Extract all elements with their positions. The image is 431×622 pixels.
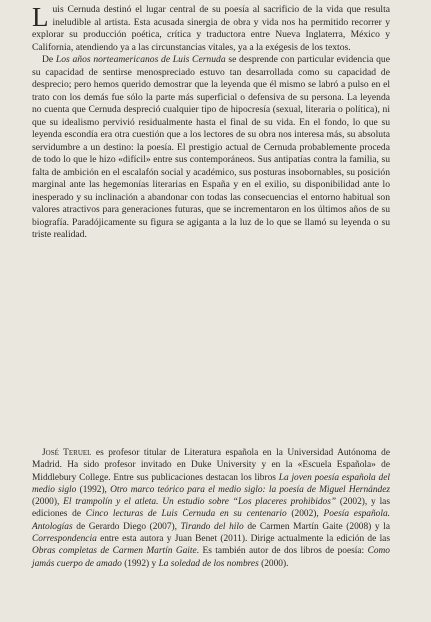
bio-text: de Carmen Martín Gaite (2008) y la xyxy=(243,521,390,532)
bio-title: Poesía española. Antologías xyxy=(32,509,390,532)
bio-title: Tirando del hilo xyxy=(180,521,244,532)
bio-text: (1992), xyxy=(76,484,111,495)
bio-title: La joven poesía española del medio siglo xyxy=(32,472,390,495)
bio-text: . Es también autor de dos libros de poesía: xyxy=(196,546,368,557)
paragraph-legend xyxy=(32,54,390,242)
book-title: Los años norteamericanos de Luis Cernuda xyxy=(55,54,226,65)
paragraph-intro xyxy=(32,4,390,54)
drop-cap: L xyxy=(32,2,49,32)
bio-text: (2002), y las ediciones de xyxy=(32,497,390,520)
bio-text: (2002), xyxy=(286,509,324,520)
bio-text: es profesor titular de Literatura española en la Universidad Autónoma de Madrid. Ha sido profesor invitado en Duke University y en la «Escuela Española» de Middlebury College. Entre sus publicaciones destacan los libros xyxy=(32,448,390,483)
bio-title: Como jamás cuerpo de amado xyxy=(32,546,390,569)
intro-text: uis Cernuda destinó el lugar central de su poesía al sacrificio de la vida que resulta ineludible al artista. Esta acusada sinergia de obra y vida nos ha permitido recorrer y explorar su producción poética, crítica y traductora entre Nueva Inglaterra, México y California, atendiendo ya a las circunstancias vitales, ya a la exégesis de los textos. xyxy=(32,4,390,53)
author-name: José Teruel xyxy=(42,448,92,458)
bio-title: Otro marco teórico para el medio siglo: la poesía de Miguel Hernández xyxy=(110,484,390,495)
bio-text: (1992) y xyxy=(121,558,159,569)
bio-text: (2000). xyxy=(258,558,289,569)
legend-lead: De xyxy=(42,54,56,65)
bio-title: La soledad de los nombres xyxy=(158,558,259,569)
author-bio xyxy=(32,447,390,570)
bio-paragraph xyxy=(32,447,390,570)
bio-title: Correspondencia xyxy=(32,534,97,545)
bio-text: (2000), xyxy=(32,497,64,508)
legend-text: se desprende con particular evidencia que su capacidad de sentirse menospreciado estuvo tan desarrollada como su capacidad de desprecio; pero hemos querido demostrar que la leyenda que él mismo se labró a pulso en el trato con los demás fue sólo la parte más superficial o defensiva de su persona. La leyenda no cuenta que Cernuda despreció cualquier tipo de hipocresía (sexual, literaria o política), ni que su idealismo pervivió residualmente hasta el final de su vida. En el fondo, lo que su leyenda escondía era otra cuestión que a los lectores de su obra nos interesa más, su absoluta servidumbre a un destino: la poesía. El prestigio actual de Cernuda probablemente proceda de todo lo que le hizo «difícil» entre sus contemporáneos. Sus antipatías contra la familia, su falta de ambición en el escalafón social y académico, sus posturas insobornables, su posición marginal ante las hegemonías literarias en España y en el exilio, su disponibilidad ante lo inesperado y su inclinación a abandonar con todas las consecuencias el entorno habitual son valores atractivos para generaciones futuras, que se incrementaron en los últimos años de su biografía. Paradójicamente su figura se agiganta a la luz de lo que se llamó su leyenda o su triste realidad. xyxy=(32,54,390,240)
bio-title: El trampolín y el atleta. Un estudio sobre “Los placeres prohibidos” xyxy=(63,497,337,508)
bio-text: entre esta autora y Juan Benet (2011). Dirige actualmente la edición de las xyxy=(96,534,390,545)
summary-text xyxy=(32,4,390,242)
bio-text: de Gerardo Diego (2007), xyxy=(72,521,181,532)
bio-title: Cinco lecturas de Luis Cernuda en su centenario xyxy=(85,509,287,520)
bio-title: Obras completas de Carmen Martín Gaite xyxy=(32,546,197,557)
